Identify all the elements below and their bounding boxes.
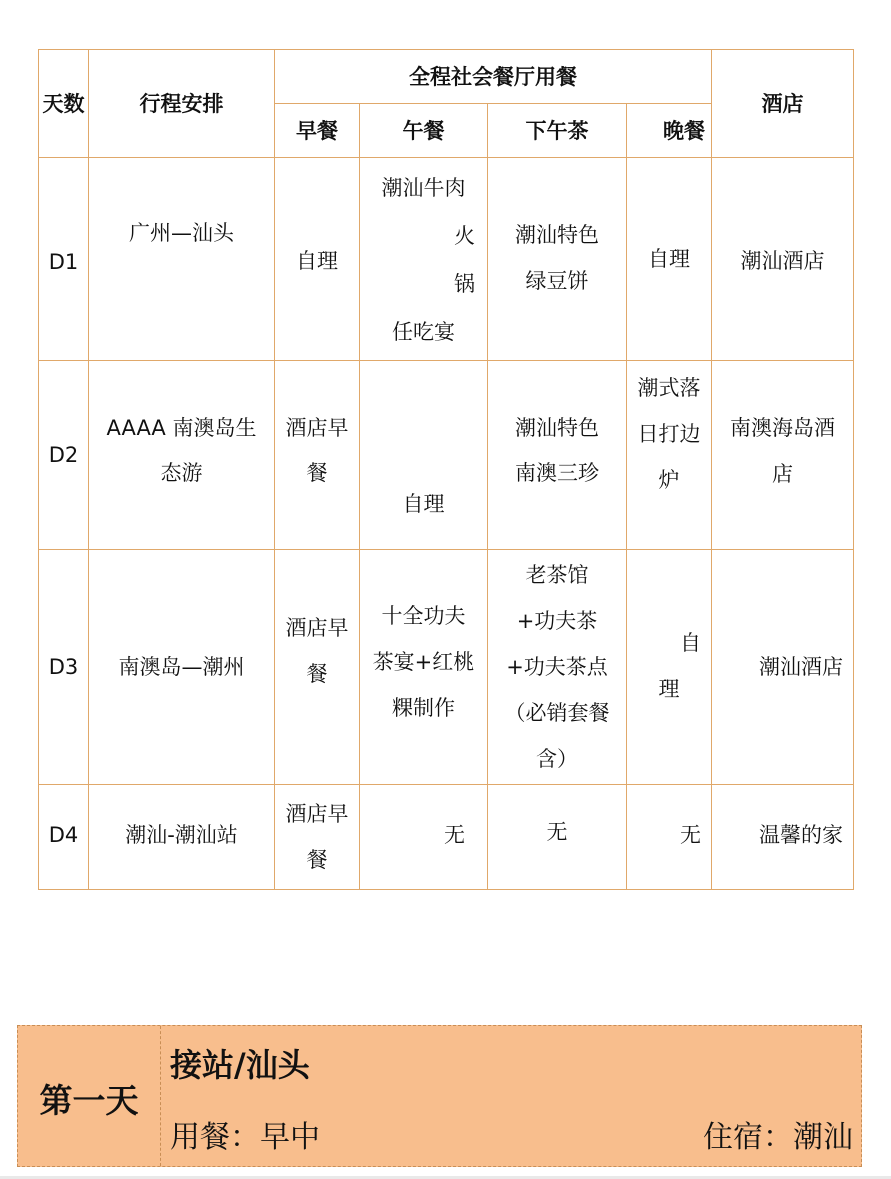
lunch-line: 火	[454, 224, 475, 248]
hotel-cell	[712, 361, 854, 550]
lunch-line: 潮汕牛肉	[381, 176, 466, 200]
breakfast-text: 酒店早 餐	[285, 802, 349, 872]
breakfast-cell	[275, 785, 360, 890]
lunch-text: 十全功夫 茶宴+红桃 粿制作	[372, 604, 475, 720]
tea-cell	[488, 361, 627, 550]
dinner-line: 理	[658, 677, 680, 701]
header-hotel: 酒店	[712, 50, 854, 158]
day-cell: D2	[39, 361, 89, 550]
lunch-cell: 自理	[360, 361, 488, 550]
header-dinner: 晚餐	[627, 104, 712, 158]
hotel-cell: 潮汕酒店	[712, 158, 854, 361]
header-breakfast: 早餐	[275, 104, 360, 158]
day-meals: 用餐：早中	[170, 1120, 320, 1155]
header-tea: 下午茶	[488, 104, 627, 158]
breakfast-cell	[275, 361, 360, 550]
day-stay: 住宿：潮汕	[703, 1120, 853, 1155]
header-lunch: 午餐	[360, 104, 488, 158]
breakfast-text: 酒店早 餐	[285, 416, 349, 485]
breakfast-cell: 自理	[275, 158, 360, 361]
itinerary-cell	[89, 361, 275, 550]
table-row	[39, 361, 854, 550]
itinerary-text: 广州—汕头	[129, 221, 234, 245]
hotel-text: 南澳海岛酒 店	[730, 416, 835, 486]
dinner-line: 自	[680, 631, 701, 655]
itinerary-table	[38, 49, 854, 890]
day-cell: D4	[39, 785, 89, 890]
tea-cell	[488, 550, 627, 785]
itinerary-cell: 南澳岛—潮州	[89, 550, 275, 785]
lunch-cell	[360, 550, 488, 785]
table-row	[39, 785, 854, 890]
dinner-text: 潮式落 日打边 炉	[637, 376, 701, 492]
header-meals-group: 全程社会餐厅用餐	[275, 50, 712, 104]
dinner-cell	[627, 361, 712, 550]
tea-text: 潮汕特色 南澳三珍	[515, 416, 599, 485]
breakfast-cell	[275, 550, 360, 785]
lunch-cell	[360, 158, 488, 361]
day-cell: D3	[39, 550, 89, 785]
itinerary-cell: 潮汕-潮汕站	[89, 785, 275, 890]
itinerary-text: AAAA 南澳岛生 态游	[106, 416, 257, 485]
lunch-line: 任吃宴	[392, 320, 455, 344]
hotel-cell: 潮汕酒店	[712, 550, 854, 785]
dinner-cell: 无	[627, 785, 712, 890]
lunch-line: 锅	[454, 272, 475, 296]
table-row	[39, 158, 854, 361]
hotel-cell: 温馨的家	[712, 785, 854, 890]
dinner-cell: 自理	[627, 158, 712, 361]
day-title: 接站/汕头	[170, 1046, 310, 1084]
tea-text: 老茶馆 +功夫茶 +功夫茶点 （必销套餐 含）	[504, 563, 610, 771]
tea-cell	[488, 158, 627, 361]
day-label-box	[18, 1026, 161, 1166]
dinner-cell	[627, 550, 712, 785]
day-cell: D1	[39, 158, 89, 361]
itinerary-cell	[89, 158, 275, 361]
tea-cell: 无	[488, 785, 627, 890]
table-row	[39, 550, 854, 785]
breakfast-text: 酒店早 餐	[285, 616, 349, 686]
header-day: 天数	[39, 50, 89, 158]
tea-text: 潮汕特色 绿豆饼	[515, 223, 599, 293]
header-itinerary: 行程安排	[89, 50, 275, 158]
lunch-cell: 无	[360, 785, 488, 890]
day-one-banner	[17, 1025, 862, 1167]
day-label: 第一天	[39, 1080, 139, 1120]
